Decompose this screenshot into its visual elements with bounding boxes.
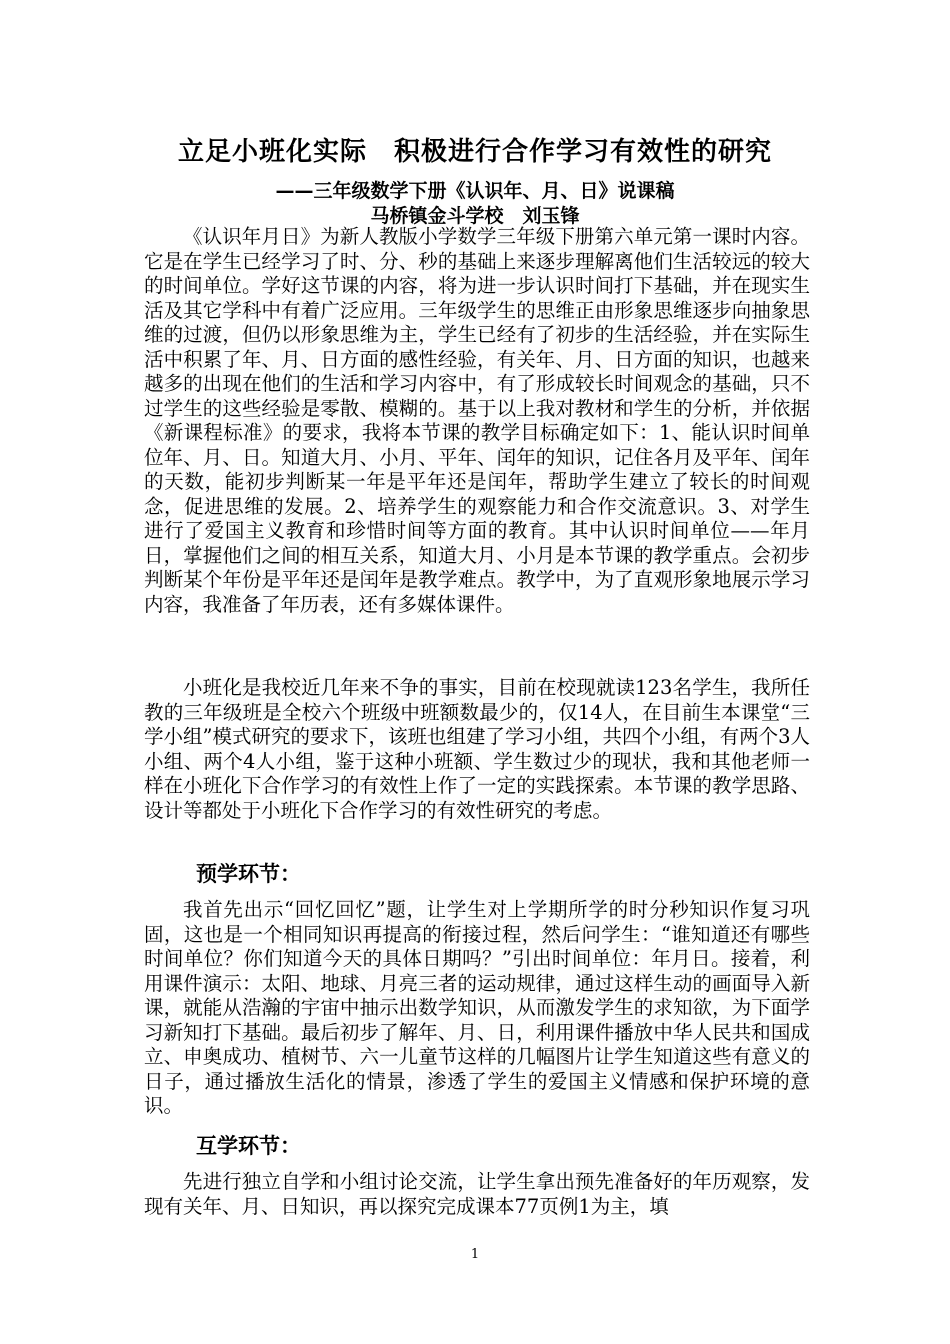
author-line: 马桥镇金斗学校 刘玉锋	[370, 205, 580, 227]
document-subtitle: ——三年级数学下册《认识年、月、日》说课稿	[275, 180, 675, 202]
page-number: 1	[470, 1247, 480, 1262]
paragraph-prestudy: 我首先出示“回忆回忆”题，让学生对上学期所学的时分秒知识作复习巩固，这也是一个相同知识再提高的衔接过程，然后问学生：“谁知道还有哪些时间单位？你们知道今天的具体日期吗？”引出时间单位：年月日。接着，利用课件演示：太阳、地球、月亮三者的运动规律，通过这样生动的画面导入新课，就能从浩瀚的宇宙中抽示出数学知识，从而激发学生的求知欲，为下面学习新知打下基础。最后初步了解年、月、日，利用课件播放中华人民共和国成立、申奥成功、植树节、六一儿童节这样的几幅图片让学生知道这些有意义的日子，通过播放生活化的情景，渗透了学生的爱国主义情感和保护环境的意识。	[144, 898, 810, 1117]
section-heading-prestudy: 预学环节：	[196, 862, 301, 886]
paragraph-intro: 《认识年月日》为新人教版小学数学三年级下册第六单元第一课时内容。它是在学生已经学习了时、分、秒的基础上来逐步理解离他们生活较远的较大的时间单位。学好这节课的内容，将为进一步认识时间打下基础，并在现实生活及其它学科中有着广泛应用。三年级学生的思维正由形象思维逐步向抽象思维的过渡，但仍以形象思维为主，学生已经有了初步的生活经验，并在实际生活中积累了年、月、日方面的感性经验，有关年、月、日方面的知识，也越来越多的出现在他们的生活和学习内容中，有了形成较长时间观念的基础，只不过学生的这些经验是零散、模糊的。基于以上我对教材和学生的分析，并依据《新课程标准》的要求，我将本节课的教学目标确定如下：1、能认识时间单位年、月、日。知道大月、小月、平年、闰年的知识，记住各月及平年、闰年的天数，能初步判断某一年是平年还是闰年，帮助学生建立了较长的时间观念，促进思维的发展。2、培养学生的观察能力和合作交流意识。3、对学生进行了爱国主义教育和珍惜时间等方面的教育。其中认识时间单位——年月日，掌握他们之间的相互关系，知道大月、小月是本节课的教学重点。会初步判断某个年份是平年还是闰年是教学难点。教学中，为了直观形象地展示学习内容，我准备了年历表，还有多媒体课件。	[144, 225, 810, 616]
document-title: 立足小班化实际 积极进行合作学习有效性的研究	[177, 137, 772, 167]
paragraph-mutual-study: 先进行独立自学和小组讨论交流，让学生拿出预先准备好的年历观察，发现有关年、月、日知识，再以探究完成课本77页例1为主，填	[144, 1170, 810, 1218]
paragraph-small-class: 小班化是我校近几年来不争的事实，目前在校现就读123名学生，我所任教的三年级班是全校六个班级中班额数最少的，仅14人，在目前生本课堂“三学小组”模式研究的要求下，该班也组建了学习小组，共四个小组，有两个3人小组、两个4人小组，鉴于这种小班额、学生数过少的现状，我和其他老师一样在小班化下合作学习的有效性上作了一定的实践探索。本节课的教学思路、设计等都处于小班化下合作学习的有效性研究的考虑。	[144, 676, 810, 822]
section-heading-mutual-study: 互学环节：	[196, 1134, 301, 1158]
